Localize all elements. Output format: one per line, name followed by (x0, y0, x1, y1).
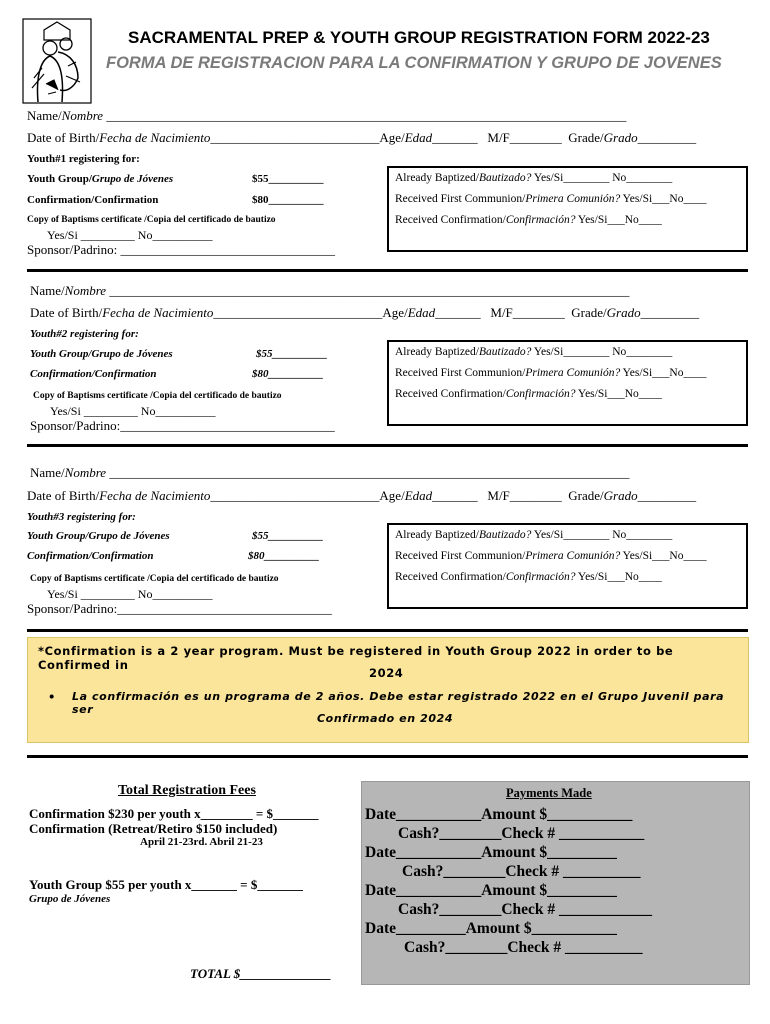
sacrament-label: Already Baptized/ (395, 346, 479, 358)
sponsor-field[interactable]: Sponsor/Padrino: _________________________________ (27, 242, 336, 257)
sacrament-communion-row[interactable] (395, 193, 706, 205)
dob-label: Date of Birth/ (27, 488, 100, 503)
youth-group-fee-field[interactable]: Youth Group $55 per youth x_______ = $_______ (29, 877, 303, 892)
age-label-es: Edad (404, 130, 433, 145)
youth-3-name-field[interactable] (30, 465, 629, 481)
retreat-dates: April 21-23rd. Abril 21-23 (140, 836, 263, 848)
sacrament-label-es: Confirmación? (505, 388, 576, 400)
youth-group-option[interactable]: Youth Group/Grupo de Jóvenes (30, 348, 173, 360)
sacrament-baptized-row[interactable] (395, 346, 672, 358)
youth-group-option[interactable]: Youth Group/Grupo de Jóvenes (27, 530, 170, 542)
payment-1-cash-check[interactable]: Cash?________Check # ___________ (398, 825, 645, 842)
age-label-es: Edad (407, 305, 436, 320)
grade-label-es: Grado (603, 488, 638, 503)
age-label: Age/ (379, 130, 405, 145)
name-label: Name/ (30, 283, 65, 298)
grade-field[interactable]: _________ (637, 130, 697, 145)
payments-title: Payments Made (506, 786, 592, 800)
grade-label: Grade/ (568, 130, 604, 145)
parish-logo-icon (22, 18, 92, 104)
age-field[interactable]: _______ (432, 488, 478, 503)
payments-made-box (361, 781, 750, 985)
sacraments-box (387, 523, 748, 609)
sacrament-label: Received Confirmation/ (395, 214, 506, 226)
age-field[interactable]: _______ (432, 130, 478, 145)
confirmation-option[interactable]: Confirmation/Confirmation (27, 550, 154, 562)
age-label: Age/ (382, 305, 408, 320)
dob-label: Date of Birth/ (27, 130, 100, 145)
sacrament-label: Received Confirmation/ (395, 388, 506, 400)
sacrament-label-es: Bautizado? (478, 529, 532, 541)
grade-label-es: Grado (606, 305, 641, 320)
baptism-copy-label: Copy of Baptisms certificate /Copia del certificado de bautizo (33, 391, 282, 401)
sacrament-answer: Yes/Si___No____ (577, 388, 662, 400)
notice-line-en: *Confirmation is a 2 year program. Must be registered in Youth Group 2022 in order to be Confirmed in (38, 644, 674, 672)
sacrament-answer: Yes/Si________ No________ (533, 346, 673, 358)
registering-label: Youth#1 registering for: (27, 153, 140, 165)
youth-group-label-es: Grupo de Jóvenes (91, 173, 174, 185)
name-label-es: Nombre (64, 283, 107, 298)
gender-field[interactable]: M/F________ (487, 130, 562, 145)
youth-group-option[interactable] (27, 173, 173, 185)
dob-label: Date of Birth/ (30, 305, 103, 320)
baptism-copy-yesno[interactable]: Yes/Si _________ No__________ (50, 404, 216, 418)
name-label: Name/ (30, 465, 65, 480)
confirmation-option[interactable]: Confirmation/Confirmation (27, 194, 159, 206)
gender-field[interactable]: M/F________ (490, 305, 565, 320)
grade-field[interactable]: _________ (640, 305, 700, 320)
grade-label: Grade/ (571, 305, 607, 320)
sacrament-baptized-row[interactable] (395, 172, 672, 184)
sacrament-label-es: Primera Comunión? (525, 367, 621, 379)
notice-line-es: La confirmación es un programa de 2 años. Debe estar registrado 2022 en el Grupo Juvenil para ser (72, 690, 725, 716)
section-divider (27, 444, 748, 447)
section-divider (27, 755, 748, 758)
dob-label-es: Fecha de Nacimiento (99, 488, 211, 503)
dob-field[interactable]: __________________________ (210, 130, 380, 145)
sacrament-label: Received First Communion/ (395, 550, 526, 562)
sacrament-label-es: Confirmación? (505, 571, 576, 583)
sacrament-label-es: Bautizado? (478, 346, 532, 358)
name-label: Name/ (27, 108, 62, 123)
confirmation-option[interactable]: Confirmation/Confirmation (30, 368, 157, 380)
sacrament-label: Already Baptized/ (395, 172, 479, 184)
confirmation-fee-field[interactable]: Confirmation $230 per youth x________ = $_______ (29, 806, 319, 821)
sacrament-answer: Yes/Si___No____ (622, 193, 707, 205)
notice-line-en-year: 2024 (369, 666, 404, 680)
youth-2-name-field[interactable] (30, 283, 629, 299)
youth-group-fee-label-es: Grupo de Jóvenes (29, 893, 111, 905)
name-label-es: Nombre (61, 108, 104, 123)
youth-3-dob-row (27, 488, 696, 504)
payment-1-date-amount[interactable]: Date___________Amount $___________ (365, 806, 633, 823)
confirmation-price[interactable]: $80__________ (252, 194, 324, 206)
sacrament-label: Received First Communion/ (395, 367, 526, 379)
youth-2-dob-row (30, 305, 699, 321)
dob-label-es: Fecha de Nacimiento (102, 305, 214, 320)
sacraments-box (387, 340, 748, 426)
payment-2-cash-check[interactable]: Cash?________Check # __________ (402, 863, 641, 880)
total-field[interactable]: TOTAL $______________ (190, 966, 332, 981)
confirmation-price[interactable]: $80__________ (252, 368, 324, 380)
sacrament-confirmation-row[interactable] (395, 571, 662, 583)
sacrament-confirmation-row[interactable] (395, 214, 662, 226)
confirmation-notice (27, 637, 749, 743)
registering-label: Youth#2 registering for: (30, 328, 139, 340)
payment-3-cash-check[interactable]: Cash?________Check # ____________ (398, 901, 653, 918)
sacrament-communion-row[interactable] (395, 550, 706, 562)
age-label: Age/ (379, 488, 405, 503)
sacrament-label: Already Baptized/ (395, 529, 479, 541)
youth-group-price[interactable]: $55__________ (252, 173, 324, 185)
baptism-copy-yesno[interactable]: Yes/Si _________ No__________ (47, 228, 213, 242)
youth-group-label: Youth Group/ (27, 173, 92, 185)
payment-4-cash-check[interactable]: Cash?________Check # __________ (404, 939, 643, 956)
name-line: ________________________________________________________________________________ (106, 108, 627, 123)
name-label-es: Nombre (64, 465, 107, 480)
sacrament-label: Received First Communion/ (395, 193, 526, 205)
sacrament-answer: Yes/Si________ No________ (533, 172, 673, 184)
youth-1-name-field[interactable] (27, 108, 626, 124)
bullet-icon: • (48, 690, 56, 704)
sacrament-label-es: Bautizado? (478, 172, 532, 184)
sacrament-label: Received Confirmation/ (395, 571, 506, 583)
youth-group-price[interactable]: $55__________ (256, 348, 328, 360)
registering-label: Youth#3 registering for: (27, 511, 136, 523)
sacrament-label-es: Primera Comunión? (525, 193, 621, 205)
confirmation-retreat-note: Confirmation (Retreat/Retiro $150 included) (29, 821, 278, 836)
section-divider (27, 629, 748, 632)
sacrament-answer: Yes/Si___No____ (577, 214, 662, 226)
sacrament-answer: Yes/Si___No____ (622, 550, 707, 562)
name-line: ________________________________________________________________________________ (109, 283, 630, 298)
fees-title: Total Registration Fees (118, 783, 256, 798)
payment-2-date-amount[interactable]: Date___________Amount $_________ (365, 844, 617, 861)
sacrament-baptized-row[interactable] (395, 529, 672, 541)
grade-field[interactable]: _________ (637, 488, 697, 503)
payment-4-date-amount[interactable]: Date_________Amount $___________ (365, 920, 617, 937)
youth-1-dob-row (27, 130, 696, 146)
baptism-copy-label: Copy of Baptisms certificate /Copia del certificado de bautizo (27, 215, 276, 225)
sacrament-confirmation-row[interactable] (395, 388, 662, 400)
sacrament-answer: Yes/Si___No____ (622, 367, 707, 379)
sponsor-field[interactable]: Sponsor/Padrino:_________________________________ (30, 418, 335, 433)
sacrament-label-es: Confirmación? (505, 214, 576, 226)
youth-group-price[interactable]: $55__________ (252, 530, 324, 542)
form-subtitle: FORMA DE REGISTRACION PARA LA CONFIRMATION Y GRUPO DE JOVENES (106, 54, 722, 72)
sacrament-answer: Yes/Si________ No________ (533, 529, 673, 541)
grade-label: Grade/ (568, 488, 604, 503)
age-label-es: Edad (404, 488, 433, 503)
sacrament-answer: Yes/Si___No____ (577, 571, 662, 583)
sacrament-label-es: Primera Comunión? (525, 550, 621, 562)
sacraments-box (387, 166, 748, 252)
payment-3-date-amount[interactable]: Date___________Amount $_________ (365, 882, 617, 899)
form-title: SACRAMENTAL PREP & YOUTH GROUP REGISTRATION FORM 2022-23 (128, 28, 710, 47)
sponsor-field[interactable]: Sponsor/Padrino:_________________________________ (27, 601, 332, 616)
gender-field[interactable]: M/F________ (487, 488, 562, 503)
dob-field[interactable]: __________________________ (213, 305, 383, 320)
sacrament-communion-row[interactable] (395, 367, 706, 379)
section-divider (27, 269, 748, 272)
name-line: ________________________________________________________________________________ (109, 465, 630, 480)
dob-label-es: Fecha de Nacimiento (99, 130, 211, 145)
dob-field[interactable]: __________________________ (210, 488, 380, 503)
age-field[interactable]: _______ (435, 305, 481, 320)
confirmation-price[interactable]: $80__________ (248, 550, 320, 562)
baptism-copy-yesno[interactable]: Yes/Si _________ No__________ (47, 587, 213, 601)
baptism-copy-label: Copy of Baptisms certificate /Copia del certificado de bautizo (30, 574, 279, 584)
notice-line-es-year: Confirmado en 2024 (317, 712, 454, 725)
grade-label-es: Grado (603, 130, 638, 145)
